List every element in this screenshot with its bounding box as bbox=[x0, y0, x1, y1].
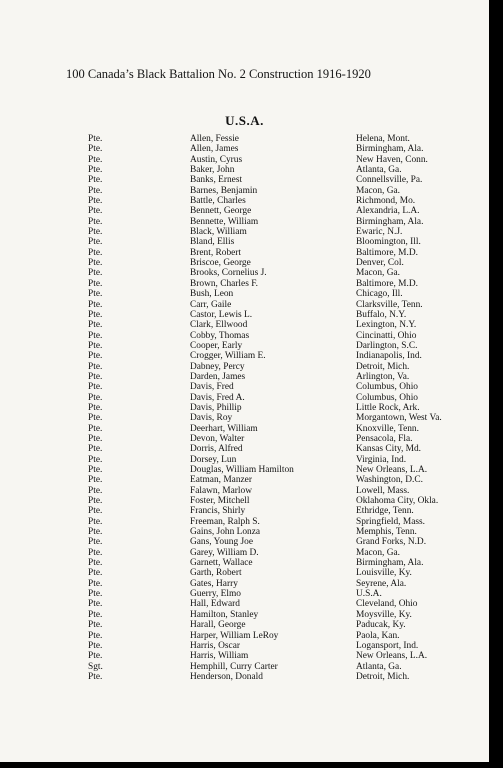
roster-row bbox=[88, 248, 488, 258]
roster-row bbox=[88, 496, 488, 506]
rank-cell: Pte. bbox=[88, 630, 103, 641]
name-cell: Gates, Harry bbox=[190, 578, 238, 589]
roster-row bbox=[88, 403, 488, 413]
name-cell: Davis, Roy bbox=[190, 413, 233, 424]
rank-cell: Pte. bbox=[88, 309, 103, 320]
name-cell: Briscoe, George bbox=[190, 258, 251, 269]
roster-row bbox=[88, 217, 488, 227]
name-cell: Garth, Robert bbox=[190, 568, 242, 579]
roster-row bbox=[88, 382, 488, 392]
roster-row bbox=[88, 279, 488, 289]
rank-cell: Pte. bbox=[88, 134, 103, 144]
roster-row bbox=[88, 227, 488, 237]
name-cell: Dorsey, Lun bbox=[190, 454, 237, 465]
rank-cell: Pte. bbox=[88, 516, 103, 527]
rank-cell: Pte. bbox=[88, 351, 103, 362]
rank-cell: Pte. bbox=[88, 465, 103, 475]
place-cell: Knoxville, Tenn. bbox=[356, 423, 419, 434]
roster-row bbox=[88, 310, 488, 320]
roster-row bbox=[88, 155, 488, 165]
roster-row bbox=[88, 527, 488, 537]
place-cell: Birmingham, Ala. bbox=[356, 558, 424, 569]
roster-row bbox=[88, 362, 488, 372]
section-title: U.S.A. bbox=[225, 113, 264, 128]
rank-cell: Pte. bbox=[88, 216, 103, 227]
roster-row bbox=[88, 672, 488, 682]
place-cell: Chicago, Ill. bbox=[356, 289, 403, 300]
roster-row bbox=[88, 558, 488, 568]
place-cell: Denver, Col. bbox=[356, 258, 404, 269]
name-cell: Hall, Edward bbox=[190, 599, 240, 610]
roster-row bbox=[88, 351, 488, 361]
name-cell: Castor, Lewis L. bbox=[190, 309, 253, 320]
roster-row bbox=[88, 268, 488, 278]
name-cell: Devon, Walter bbox=[190, 433, 245, 444]
roster-row bbox=[88, 331, 488, 341]
name-cell: Brooks, Cornelius J. bbox=[190, 268, 267, 279]
name-cell: Austin, Cyrus bbox=[190, 154, 243, 165]
rank-cell: Pte. bbox=[88, 237, 103, 248]
rank-cell: Pte. bbox=[88, 382, 103, 393]
place-cell: Atlanta, Ga. bbox=[356, 661, 402, 672]
place-cell: New Haven, Conn. bbox=[356, 154, 428, 165]
rank-cell: Pte. bbox=[88, 609, 103, 620]
rank-cell: Pte. bbox=[88, 361, 103, 372]
name-cell: Falawn, Marlow bbox=[190, 485, 252, 496]
place-cell: Cincinatti, Ohio bbox=[356, 330, 417, 341]
name-cell: Bland, Ellis bbox=[190, 237, 235, 248]
roster-row bbox=[88, 144, 488, 154]
rank-cell: Pte. bbox=[88, 247, 103, 258]
rank-cell: Pte. bbox=[88, 330, 103, 341]
name-cell: Crogger, William E. bbox=[190, 351, 266, 362]
name-cell: Hamilton, Stanley bbox=[190, 609, 259, 620]
roster-row bbox=[88, 455, 488, 465]
place-cell: Louisville, Ky. bbox=[356, 568, 412, 579]
name-cell: Bennette, William bbox=[190, 216, 259, 227]
roster-row bbox=[88, 134, 488, 144]
name-cell: Freeman, Ralph S. bbox=[190, 516, 260, 527]
rank-cell: Pte. bbox=[88, 268, 103, 279]
rank-cell: Pte. bbox=[88, 165, 103, 176]
roster-row bbox=[88, 320, 488, 330]
rank-cell: Pte. bbox=[88, 620, 103, 631]
rank-cell: Pte. bbox=[88, 402, 103, 413]
roster-row bbox=[88, 465, 488, 475]
rank-cell: Pte. bbox=[88, 496, 103, 507]
roster-row bbox=[88, 237, 488, 247]
place-cell: Washington, D.C. bbox=[356, 475, 423, 486]
place-cell: Detroit, Mich. bbox=[356, 361, 410, 372]
place-cell: Virginia, Ind. bbox=[356, 454, 407, 465]
name-cell: Dorris, Alfred bbox=[190, 444, 243, 455]
place-cell: Baltimore, M.D. bbox=[356, 247, 418, 258]
rank-cell: Pte. bbox=[88, 599, 103, 610]
rank-cell: Pte. bbox=[88, 454, 103, 465]
place-cell: Lowell, Mass. bbox=[356, 485, 410, 496]
place-cell: Columbus, Ohio bbox=[356, 392, 418, 403]
place-cell: New Orleans, L.A. bbox=[356, 651, 428, 662]
place-cell: Atlanta, Ga. bbox=[356, 165, 402, 176]
rank-cell: Pte. bbox=[88, 278, 103, 289]
roster-row bbox=[88, 258, 488, 268]
roster-row bbox=[88, 341, 488, 351]
roster-row bbox=[88, 620, 488, 630]
rank-cell: Pte. bbox=[88, 547, 103, 558]
name-cell: Clark, Ellwood bbox=[190, 320, 248, 331]
place-cell: Little Rock, Ark. bbox=[356, 402, 420, 413]
name-cell: Deerhart, William bbox=[190, 423, 258, 434]
roster-row bbox=[88, 300, 488, 310]
rank-cell: Pte. bbox=[88, 568, 103, 579]
rank-cell: Pte. bbox=[88, 392, 103, 403]
rank-cell: Pte. bbox=[88, 185, 103, 196]
place-cell: Logansport, Ind. bbox=[356, 640, 419, 651]
rank-cell: Pte. bbox=[88, 640, 103, 651]
place-cell: Seyrene, Ala. bbox=[356, 578, 407, 589]
name-cell: Banks, Ernest bbox=[190, 175, 243, 186]
name-cell: Dabney, Percy bbox=[190, 361, 245, 372]
place-cell: Richmond, Mo. bbox=[356, 196, 416, 207]
roster-list bbox=[88, 134, 488, 682]
rank-cell: Pte. bbox=[88, 206, 103, 217]
name-cell: Darden, James bbox=[190, 371, 246, 382]
place-cell: Detroit, Mich. bbox=[356, 671, 410, 682]
roster-row bbox=[88, 589, 488, 599]
place-cell: Pensacola, Fla. bbox=[356, 433, 413, 444]
place-cell: Birmingham, Ala. bbox=[356, 144, 424, 155]
place-cell: Oklahoma City, Okla. bbox=[356, 496, 439, 507]
roster-row bbox=[88, 662, 488, 672]
rank-cell: Pte. bbox=[88, 227, 103, 238]
place-cell: Macon, Ga. bbox=[356, 268, 400, 279]
place-cell: Baltimore, M.D. bbox=[356, 278, 418, 289]
roster-row bbox=[88, 424, 488, 434]
name-cell: Harris, Oscar bbox=[190, 640, 240, 651]
rank-cell: Pte. bbox=[88, 299, 103, 310]
roster-row bbox=[88, 568, 488, 578]
place-cell: Columbus, Ohio bbox=[356, 382, 418, 393]
rank-cell: Pte. bbox=[88, 444, 103, 455]
place-cell: Birmingham, Ala. bbox=[356, 216, 424, 227]
name-cell: Henderson, Donald bbox=[190, 671, 263, 682]
name-cell: Black, William bbox=[190, 227, 247, 238]
rank-cell: Pte. bbox=[88, 320, 103, 331]
place-cell: Memphis, Tenn. bbox=[356, 527, 417, 538]
name-cell: Bennett, George bbox=[190, 206, 252, 217]
place-cell: Indianapolis, Ind. bbox=[356, 351, 422, 362]
roster-row bbox=[88, 651, 488, 661]
name-cell: Brown, Charles F. bbox=[190, 278, 258, 289]
rank-cell: Pte. bbox=[88, 558, 103, 569]
roster-row bbox=[88, 631, 488, 641]
rank-cell: Pte. bbox=[88, 175, 103, 186]
roster-row bbox=[88, 165, 488, 175]
rank-cell: Pte. bbox=[88, 537, 103, 548]
name-cell: Baker, John bbox=[190, 165, 235, 176]
roster-row bbox=[88, 610, 488, 620]
roster-row bbox=[88, 186, 488, 196]
name-cell: Garnett, Wallace bbox=[190, 558, 253, 569]
roster-row bbox=[88, 579, 488, 589]
name-cell: Harall, George bbox=[190, 620, 246, 631]
name-cell: Guerry, Elmo bbox=[190, 589, 241, 600]
name-cell: Davis, Fred bbox=[190, 382, 234, 393]
roster-row bbox=[88, 289, 488, 299]
roster-row bbox=[88, 537, 488, 547]
rank-cell: Pte. bbox=[88, 196, 103, 207]
rank-cell: Pte. bbox=[88, 144, 103, 155]
rank-cell: Pte. bbox=[88, 423, 103, 434]
roster-row bbox=[88, 372, 488, 382]
place-cell: Ewaric, N.J. bbox=[356, 227, 403, 238]
roster-row bbox=[88, 486, 488, 496]
name-cell: Eatman, Manzer bbox=[190, 475, 252, 486]
place-cell: Paola, Kan. bbox=[356, 630, 400, 641]
place-cell: Lexington, N.Y. bbox=[356, 320, 417, 331]
place-cell: Kansas City, Md. bbox=[356, 444, 422, 455]
place-cell: Ethridge, Tenn. bbox=[356, 506, 414, 517]
rank-cell: Pte. bbox=[88, 475, 103, 486]
rank-cell: Pte. bbox=[88, 485, 103, 496]
place-cell: Grand Forks, N.D. bbox=[356, 537, 427, 548]
place-cell: Helena, Mont. bbox=[356, 134, 410, 144]
name-cell: Brent, Robert bbox=[190, 247, 242, 258]
roster-row bbox=[88, 206, 488, 216]
place-cell: Macon, Ga. bbox=[356, 185, 400, 196]
roster-row bbox=[88, 548, 488, 558]
place-cell: Morgantown, West Va. bbox=[356, 413, 442, 424]
rank-cell: Pte. bbox=[88, 589, 103, 600]
name-cell: Battle, Charles bbox=[190, 196, 246, 207]
roster-row bbox=[88, 434, 488, 444]
place-cell: Clarksville, Tenn. bbox=[356, 299, 423, 310]
rank-cell: Sgt. bbox=[88, 661, 103, 672]
name-cell: Harris, William bbox=[190, 651, 249, 662]
roster-row bbox=[88, 517, 488, 527]
roster-row bbox=[88, 444, 488, 454]
place-cell: Macon, Ga. bbox=[356, 547, 400, 558]
place-cell: Springfield, Mass. bbox=[356, 516, 426, 527]
place-cell: Buffalo, N.Y. bbox=[356, 309, 407, 320]
name-cell: Allen, Fessie bbox=[190, 134, 239, 144]
rank-cell: Pte. bbox=[88, 413, 103, 424]
name-cell: Hemphill, Curry Carter bbox=[190, 661, 278, 672]
name-cell: Gans, Young Joe bbox=[190, 537, 254, 548]
place-cell: Alexandria, L.A. bbox=[356, 206, 420, 217]
rank-cell: Pte. bbox=[88, 371, 103, 382]
place-cell: New Orleans, L.A. bbox=[356, 465, 428, 475]
rank-cell: Pte. bbox=[88, 154, 103, 165]
rank-cell: Pte. bbox=[88, 671, 103, 682]
name-cell: Barnes, Benjamin bbox=[190, 185, 258, 196]
place-cell: Connellsville, Pa. bbox=[356, 175, 423, 186]
name-cell: Bush, Leon bbox=[190, 289, 234, 300]
rank-cell: Pte. bbox=[88, 289, 103, 300]
rank-cell: Pte. bbox=[88, 578, 103, 589]
name-cell: Foster, Mitchell bbox=[190, 496, 250, 507]
name-cell: Garey, William D. bbox=[190, 547, 259, 558]
rank-cell: Pte. bbox=[88, 527, 103, 538]
rank-cell: Pte. bbox=[88, 340, 103, 351]
place-cell: Darlington, S.C. bbox=[356, 340, 418, 351]
name-cell: Allen, James bbox=[190, 144, 239, 155]
name-cell: Gains, John Lonza bbox=[190, 527, 261, 538]
roster-row bbox=[88, 175, 488, 185]
place-cell: Paducak, Ky. bbox=[356, 620, 406, 631]
roster-row bbox=[88, 475, 488, 485]
name-cell: Douglas, William Hamilton bbox=[190, 465, 294, 475]
place-cell: Cleveland, Ohio bbox=[356, 599, 418, 610]
name-cell: Davis, Phillip bbox=[190, 402, 242, 413]
roster-row bbox=[88, 506, 488, 516]
roster-row bbox=[88, 641, 488, 651]
roster-row bbox=[88, 393, 488, 403]
name-cell: Carr, Gaile bbox=[190, 299, 232, 310]
rank-cell: Pte. bbox=[88, 651, 103, 662]
running-head: 100 Canada’s Black Battalion No. 2 Construction 1916-1920 bbox=[66, 67, 371, 81]
place-cell: U.S.A. bbox=[356, 589, 382, 600]
name-cell: Cobby, Thomas bbox=[190, 330, 250, 341]
name-cell: Cooper, Early bbox=[190, 340, 243, 351]
rank-cell: Pte. bbox=[88, 433, 103, 444]
place-cell: Moysville, Ky. bbox=[356, 609, 412, 620]
place-cell: Bloomington, Ill. bbox=[356, 237, 421, 248]
name-cell: Francis, Shirly bbox=[190, 506, 246, 517]
name-cell: Harper, William LeRoy bbox=[190, 630, 279, 641]
roster-row bbox=[88, 413, 488, 423]
roster-row bbox=[88, 196, 488, 206]
roster-row bbox=[88, 599, 488, 609]
name-cell: Davis, Fred A. bbox=[190, 392, 245, 403]
rank-cell: Pte. bbox=[88, 258, 103, 269]
place-cell: Arlington, Va. bbox=[356, 371, 410, 382]
rank-cell: Pte. bbox=[88, 506, 103, 517]
